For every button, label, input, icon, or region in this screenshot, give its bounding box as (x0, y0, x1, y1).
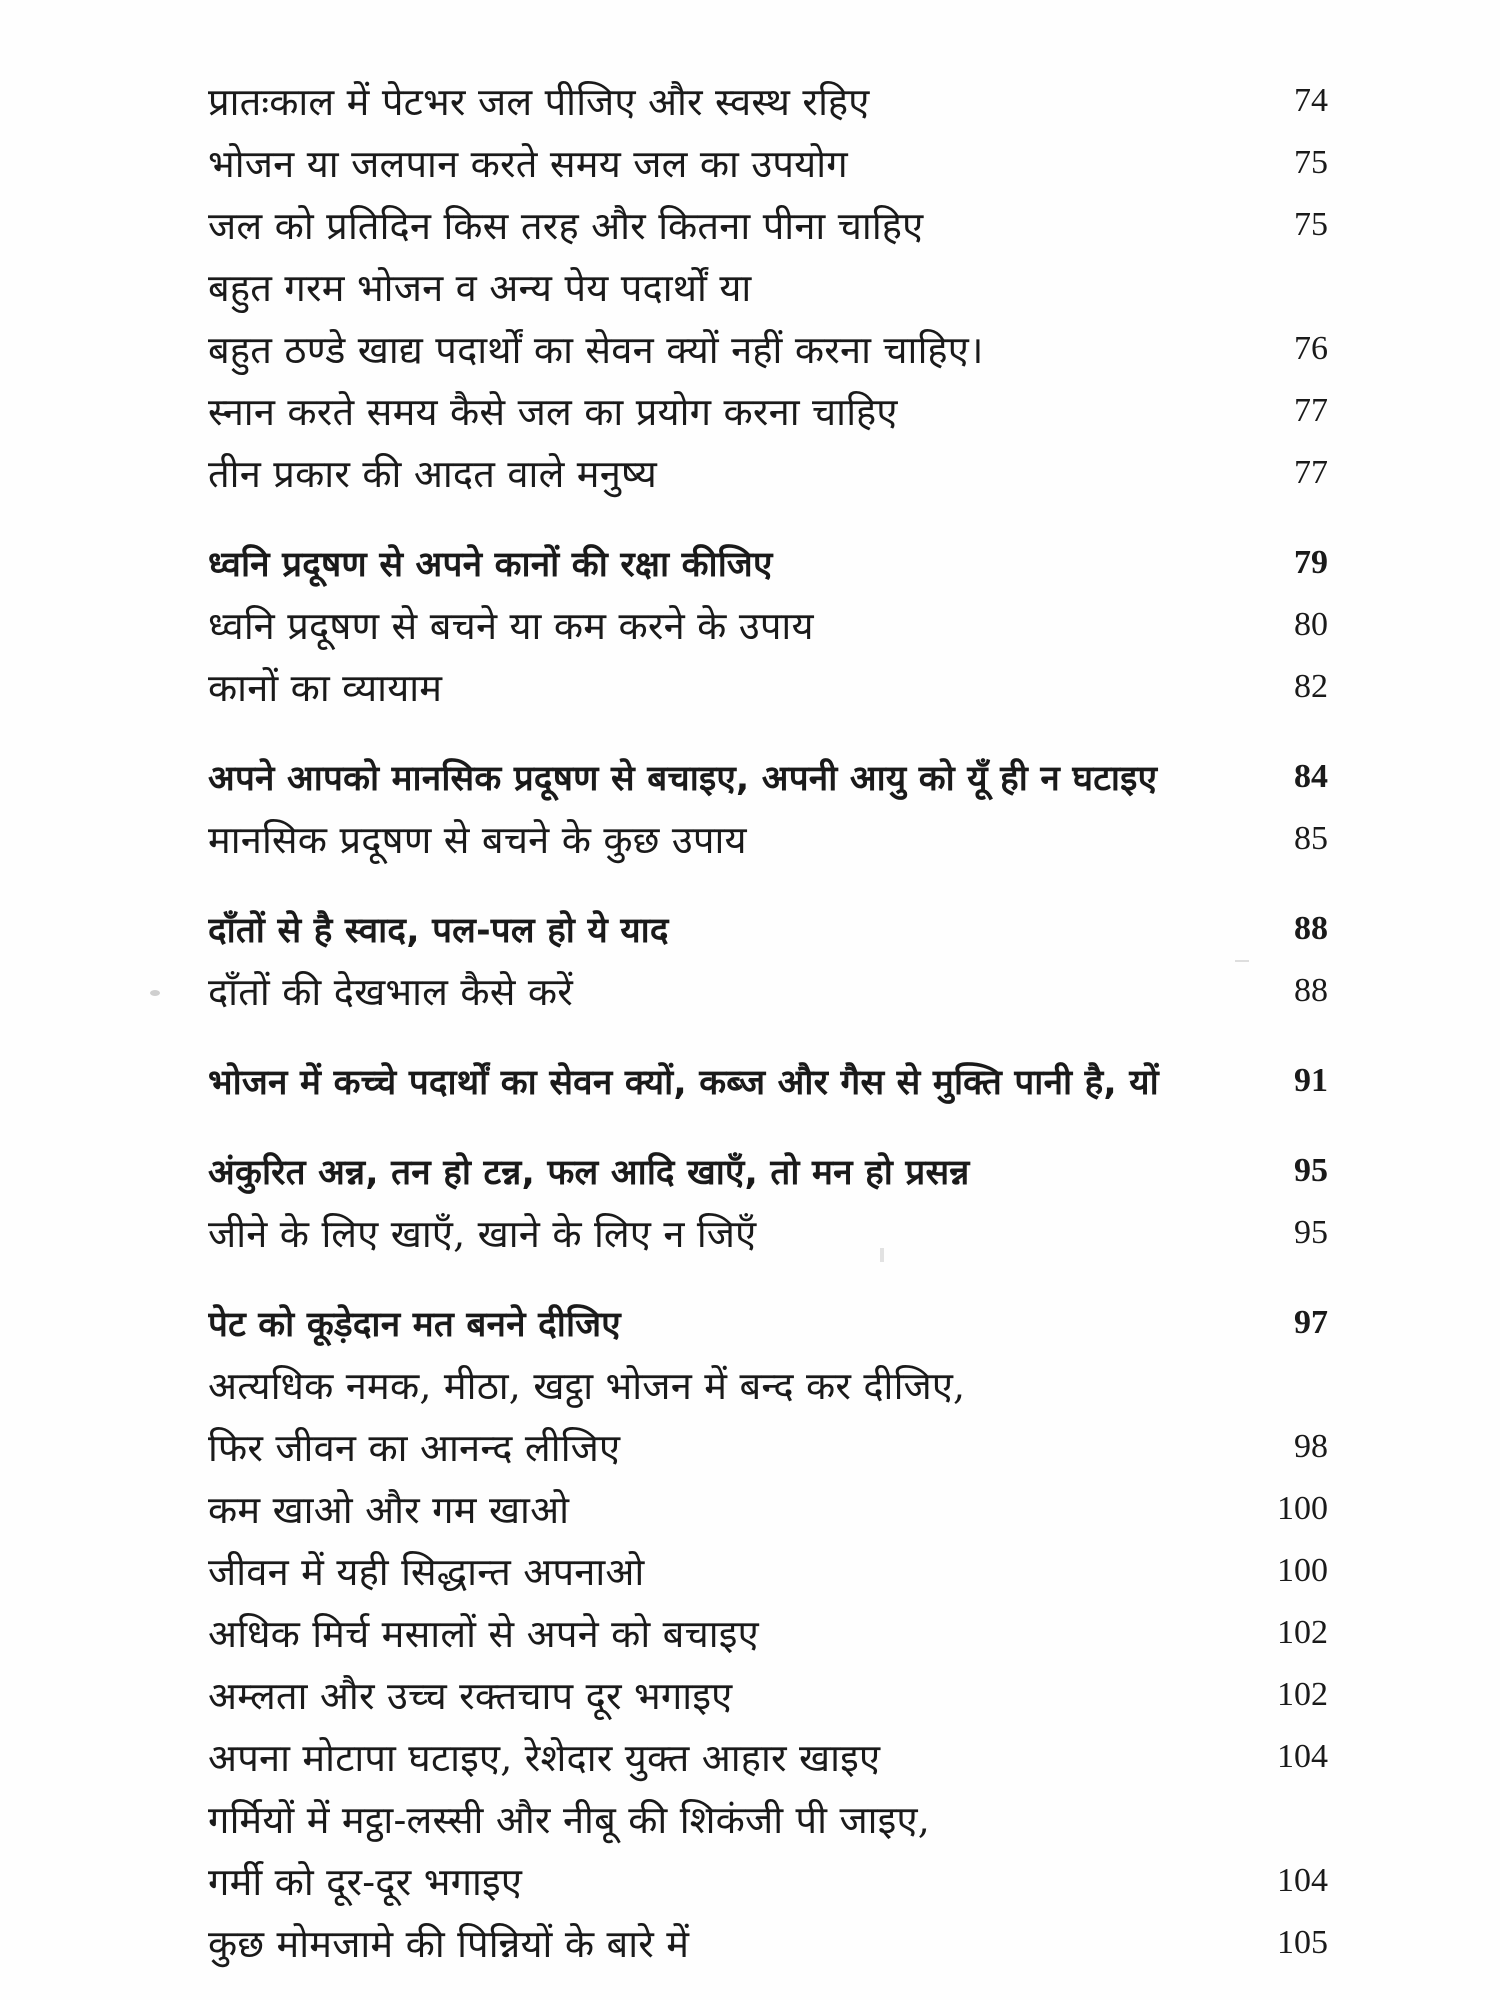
toc-entry (208, 318, 1328, 380)
toc-entry-page-number: 104 (1277, 1738, 1328, 1775)
toc-entry-page-number: 98 (1294, 1428, 1328, 1465)
toc-entry-page-number: 100 (1277, 1490, 1328, 1527)
toc-entry (208, 380, 1328, 442)
toc-entry (208, 1478, 1328, 1540)
toc-entry-page-number: 74 (1294, 82, 1328, 119)
toc-chapter-title: पेट को कूड़ेदान मत बनने दीजिए (208, 1304, 621, 1345)
toc-entry (208, 70, 1328, 132)
toc-entry-page-number: 82 (1294, 668, 1328, 705)
toc-entry-title: जीवन में यही सिद्धान्त अपनाओ (208, 1550, 645, 1594)
toc-entry-page-number: 88 (1294, 972, 1328, 1009)
toc-entry (208, 1540, 1328, 1602)
toc-entry-title: कुछ मोमजामे की पिन्नियों के बारे में (208, 1922, 690, 1966)
toc-entry (208, 1912, 1328, 1974)
toc-entry-page-number: 77 (1294, 392, 1328, 429)
toc-chapter-entry (208, 746, 1328, 808)
toc-entry-page-number: 76 (1294, 330, 1328, 367)
toc-entry-title: बहुत ठण्डे खाद्य पदार्थों का सेवन क्यों नहीं करना चाहिए। (208, 328, 984, 372)
toc-entry-title: अम्लता और उच्च रक्तचाप दूर भगाइए (208, 1674, 733, 1718)
toc-chapter-entry (208, 1292, 1328, 1354)
toc-entry (208, 442, 1328, 504)
toc-entry-title: जल को प्रतिदिन किस तरह और कितना पीना चाहिए (208, 204, 924, 248)
table-of-contents (208, 70, 1328, 1974)
toc-entry-page-number: 85 (1294, 820, 1328, 857)
toc-entry (208, 1602, 1328, 1664)
toc-chapter-page-number: 95 (1294, 1152, 1328, 1189)
toc-entry-title: भोजन या जलपान करते समय जल का उपयोग (208, 142, 848, 186)
toc-entry (208, 1664, 1328, 1726)
toc-chapter-title: अंकुरित अन्न, तन हो टन्न, फल आदि खाएँ, तो मन हो प्रसन्न (208, 1152, 970, 1193)
toc-entry-page-number: 75 (1294, 144, 1328, 181)
toc-entry (208, 1726, 1328, 1788)
toc-entry-title: गर्मियों में मट्ठा-लस्सी और नीबू की शिकंजी पी जाइए, (208, 1798, 931, 1842)
toc-entry-title: दाँतों की देखभाल कैसे करें (208, 970, 574, 1014)
toc-entry-title: बहुत गरम भोजन व अन्य पेय पदार्थों या (208, 266, 752, 310)
toc-entry-page-number: 95 (1294, 1214, 1328, 1251)
toc-entry-title: स्नान करते समय कैसे जल का प्रयोग करना चाहिए (208, 390, 898, 434)
toc-entry-page-number: 77 (1294, 454, 1328, 491)
toc-entry (208, 656, 1328, 718)
toc-entry-title: अपना मोटापा घटाइए, रेशेदार युक्त आहार खाइए (208, 1736, 881, 1780)
toc-entry (208, 1416, 1328, 1478)
toc-entry (208, 132, 1328, 194)
toc-chapter-page-number: 97 (1294, 1304, 1328, 1341)
toc-entry-title: अधिक मिर्च मसालों से अपने को बचाइए (208, 1612, 759, 1656)
toc-entry-title: ध्वनि प्रदूषण से बचने या कम करने के उपाय (208, 604, 814, 648)
toc-chapter-entry (208, 1140, 1328, 1202)
toc-entry-page-number: 102 (1277, 1614, 1328, 1651)
toc-entry-title: तीन प्रकार की आदत वाले मनुष्य (208, 452, 657, 496)
toc-entry-page-number: 102 (1277, 1676, 1328, 1713)
toc-chapter-page-number: 91 (1294, 1062, 1328, 1099)
toc-entry-title: प्रातःकाल में पेटभर जल पीजिए और स्वस्थ रहिए (208, 80, 870, 124)
toc-entry (208, 1850, 1328, 1912)
toc-entry (208, 1788, 1328, 1850)
toc-entry-title: कम खाओ और गम खाओ (208, 1488, 570, 1532)
toc-entry-title: फिर जीवन का आनन्द लीजिए (208, 1426, 621, 1470)
toc-entry (208, 194, 1328, 256)
toc-entry-page-number: 104 (1277, 1862, 1328, 1899)
toc-chapter-entry (208, 532, 1328, 594)
toc-chapter-title: दाँतों से है स्वाद, पल-पल हो ये याद (208, 910, 669, 951)
toc-entry (208, 1354, 1328, 1416)
toc-entry-title: कानों का व्यायाम (208, 666, 443, 710)
toc-entry-title: गर्मी को दूर-दूर भगाइए (208, 1860, 523, 1904)
toc-chapter-page-number: 84 (1294, 758, 1328, 795)
toc-entry-page-number: 105 (1277, 1924, 1328, 1961)
toc-entry (208, 960, 1328, 1022)
toc-entry (208, 256, 1328, 318)
toc-chapter-title: अपने आपको मानसिक प्रदूषण से बचाइए, अपनी आयु को यूँ ही न घटाइए (208, 758, 1158, 799)
toc-entry (208, 594, 1328, 656)
toc-chapter-entry (208, 1050, 1328, 1112)
toc-entry-page-number: 80 (1294, 606, 1328, 643)
toc-entry-title: मानसिक प्रदूषण से बचने के कुछ उपाय (208, 818, 747, 862)
scan-speck (150, 990, 160, 996)
toc-entry-title: अत्यधिक नमक, मीठा, खट्ठा भोजन में बन्द कर दीजिए, (208, 1364, 966, 1408)
toc-chapter-title: ध्वनि प्रदूषण से अपने कानों की रक्षा कीजिए (208, 544, 773, 585)
toc-chapter-entry (208, 898, 1328, 960)
toc-chapter-page-number: 88 (1294, 910, 1328, 947)
toc-chapter-page-number: 79 (1294, 544, 1328, 581)
toc-entry-title: जीने के लिए खाएँ, खाने के लिए न जिएँ (208, 1212, 757, 1256)
toc-entry (208, 1202, 1328, 1264)
toc-entry (208, 808, 1328, 870)
toc-entry-page-number: 75 (1294, 206, 1328, 243)
toc-entry-page-number: 100 (1277, 1552, 1328, 1589)
toc-chapter-title: भोजन में कच्चे पदार्थों का सेवन क्यों, कब्ज और गैस से मुक्ति पानी है, यों (208, 1062, 1159, 1103)
